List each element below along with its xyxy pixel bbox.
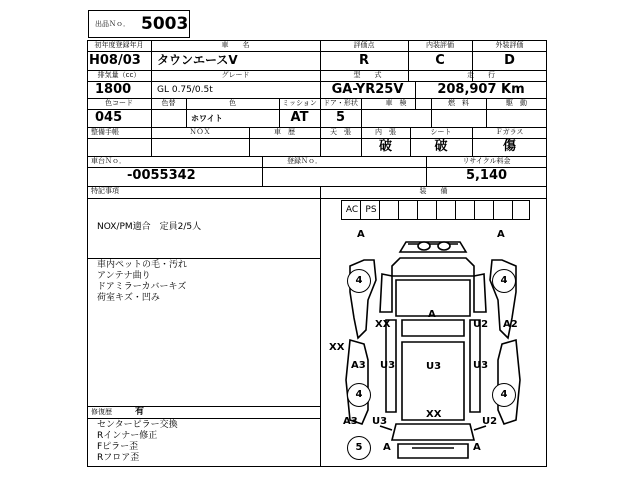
damage-mark-door-l-front: A3: [351, 360, 366, 371]
auction-sheet: [87, 40, 547, 467]
seat-value: 破: [434, 139, 448, 154]
mission-value: AT: [290, 110, 309, 125]
repair-line-2: Rインナー修正: [97, 431, 158, 441]
repair-flag: 有: [135, 407, 145, 417]
displacement-label: 排気量（cc）: [97, 71, 141, 79]
mileage-label: 走 行: [467, 71, 495, 79]
notes-label: 特記事項: [91, 187, 119, 195]
car-name-value: タウンエースV: [157, 53, 238, 67]
damage-mark-rear-left2: U3: [372, 416, 388, 427]
nox-label: ＮＯＸ: [189, 128, 211, 136]
first-reg-label: 初年度登録年月: [94, 41, 144, 49]
fuel-label: 燃 料: [448, 99, 469, 107]
notes-line-5: 荷室キズ・凹み: [97, 293, 160, 303]
repair-line-1: センターピラー交換: [97, 420, 178, 430]
damage-mark-roof: U3: [426, 361, 442, 372]
score-label: 評価点: [353, 41, 375, 49]
damage-mark-front-left: A: [357, 229, 365, 240]
equip-2: PS: [365, 205, 377, 215]
car-name-label: 車 名: [221, 41, 250, 49]
tire-tire-fl-icon: 4: [347, 269, 371, 293]
color-value: ホワイト: [191, 114, 223, 123]
grade-value: GL 0.75/0.5t: [157, 85, 213, 95]
color-code-label: 色コード: [105, 99, 133, 107]
repair-line-4: Rフロア歪: [97, 453, 140, 463]
score-value: R: [358, 53, 369, 68]
car-diagram: [320, 220, 546, 466]
damage-mark-side-left: XX: [329, 342, 345, 353]
damage-mark-door-r-center: U3: [473, 360, 489, 371]
inner-value: 破: [378, 139, 392, 154]
notes-line-2: 車内ペットの毛・汚れ: [97, 260, 188, 270]
color-swap-label: 色替: [161, 99, 176, 107]
inspection-label: 車 検: [385, 99, 407, 107]
tire-tire-rr-icon: 4: [492, 383, 516, 407]
interior-label: 内装評価: [426, 41, 454, 49]
damage-mark-rear-right: U2: [482, 416, 498, 427]
grade-label: グレード: [221, 71, 250, 79]
manual-label: 整備手帳: [91, 128, 119, 136]
color-code-value: 045: [95, 110, 123, 125]
notes-line-1: NOX/PM適合 定員2/5人: [97, 222, 202, 232]
chassis-label: 車台Ｎｏ．: [91, 157, 126, 165]
doors-value: 5: [335, 110, 346, 125]
damage-mark-bumper-left: A: [383, 442, 391, 453]
equipment-grid: [341, 200, 530, 220]
model-label: 型 式: [353, 71, 382, 79]
repair-line-3: Fピラー歪: [97, 442, 139, 452]
seat-label: シート: [430, 128, 452, 136]
history-label: 車 歴: [274, 128, 295, 136]
first-reg-value: H08/03: [89, 53, 141, 68]
repair-label: 修復歴: [91, 408, 112, 416]
tire-tire-fr-icon: 4: [492, 269, 516, 293]
chassis-value: -0055342: [127, 168, 196, 183]
displacement-value: 1800: [95, 82, 132, 97]
equip-1: AC: [345, 205, 359, 215]
recycle-value: 5,140: [465, 168, 508, 183]
exterior-label: 外装評価: [495, 41, 524, 49]
notes-line-4: ドアミラーカバーキズ: [97, 282, 187, 292]
damage-mark-hood-center: A: [428, 309, 436, 320]
damage-mark-pillar-r: U2: [473, 319, 489, 330]
lot-number: 5003: [141, 14, 189, 34]
equipment-label: 装 備: [419, 187, 448, 195]
color-label: 色: [229, 99, 236, 107]
damage-mark-hood-left: XX: [375, 319, 391, 330]
exterior-value: D: [504, 53, 515, 68]
notes-line-3: アンテナ曲り: [97, 271, 151, 281]
damage-mark-front-right: A: [497, 229, 505, 240]
inner-label: 内 張: [375, 128, 396, 136]
damage-mark-rear-left: A3: [343, 416, 358, 427]
damage-mark-door-l-center: U3: [380, 360, 396, 371]
lot-number-box: [88, 10, 190, 38]
tire-tire-spare-icon: 5: [347, 436, 371, 460]
drive-label: 駆 動: [506, 99, 527, 107]
mileage-value: 208,907 Km: [437, 82, 525, 97]
recycle-label: リサイクル料金: [462, 157, 511, 165]
damage-mark-bumper-right: A: [473, 442, 481, 453]
lot-label: 出品Ｎｏ．: [95, 20, 130, 28]
tire-tire-rl-icon: 4: [347, 383, 371, 407]
interior-value: C: [435, 53, 445, 68]
damage-mark-rear-center: XX: [426, 409, 442, 420]
glass-label: Ｆガラス: [495, 128, 524, 136]
reg-no-label: 登録Ｎｏ．: [287, 157, 322, 165]
roof-label: 天 張: [330, 128, 351, 136]
mission-label: ミッション: [282, 99, 317, 107]
model-value: GA-YR25V: [331, 82, 404, 97]
glass-value: 傷: [502, 139, 516, 154]
damage-mark-fender-r: A2: [503, 319, 518, 330]
doors-label: ドア・形状: [323, 99, 358, 107]
